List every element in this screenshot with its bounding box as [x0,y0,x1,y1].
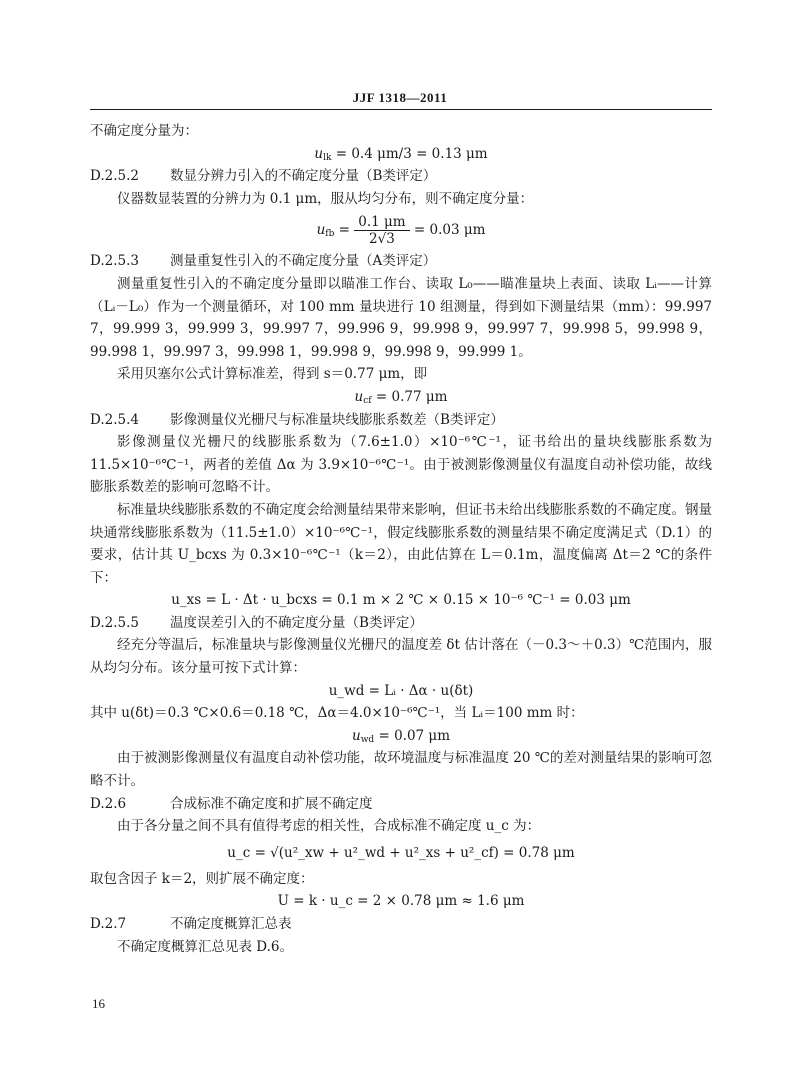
formula-u-wd-result: = 0.07 μm [374,727,450,744]
section-heading-d255 [90,612,712,635]
formula-u-cf-symbol: u [354,388,364,405]
paragraph-bessel: 采用贝塞尔公式计算标准差，得到 s＝0.77 μm，即 [117,366,428,383]
section-title: 影像测量仪光栅尺与标准量块线膨胀系数差（B类评定） [170,411,504,428]
paragraph-combined-b: 取包含因子 k＝2，则扩展不确定度： [90,870,314,887]
section-heading-d26 [90,793,712,816]
section-number: D.2.5.4 [90,411,139,428]
section-heading-d27 [90,913,712,936]
page-number: 16 [92,996,105,1011]
section-number: D.2.5.3 [90,253,139,270]
section-number: D.2.7 [90,916,127,932]
formula-u-lk-subscript: lk [323,152,332,163]
paragraph-repeatability: 测量重复性引入的不确定度分量即以瞄准工作台、读取 L₀——瞄准量块上表面、读取 Lᵢ——计算（Lᵢ－L₀）作为一个测量循环，对 100 mm 量块进行 10 组测量，得到如下测量结果（mm）：99.997 7，99.999 3，99.999 3，99.997 7，99.996 9，99.998 9，99.997 7，99.998 5，99.998 9，99.998 1，99.997 3，99.998 1，99.998 9，99.998 9，99.999 1。 [90,275,712,360]
formula-u-fb-value: = 0.03 μm [409,222,486,239]
section-heading-d253 [90,250,712,273]
fraction-numerator: 0.1 μm [354,214,409,231]
section-heading-d252 [90,165,712,188]
formula-u-cf-value: = 0.77 μm [371,388,448,405]
formula-u-lk-value: = 0.4 μm/3 = 0.13 μm [331,145,488,162]
paragraph-resolution: 仪器数显装置的分辨力为 0.1 μm，服从均匀分布，则不确定度分量： [117,190,534,207]
section-title: 温度误差引入的不确定度分量（B类评定） [170,614,423,631]
section-number: D.2.6 [90,795,127,812]
paragraph-combined-a: 由于各分量之间不具有值得考虑的相关性，合成标准不确定度 u_c 为： [117,818,541,835]
section-title: 测量重复性引入的不确定度分量（A类评定） [170,253,437,270]
section-number: D.2.5.2 [90,168,139,185]
formula-u-wd-subscript: wd [360,734,375,745]
formula-u-fb-symbol: u [316,222,326,239]
formula-u-wd-value [90,725,712,748]
intro-line: 不确定度分量为： [90,123,198,139]
page-content [90,120,712,958]
paragraph-temperature-b: 其中 u(δt)＝0.3 ℃×0.6＝0.18 ℃，Δα＝4.0×10⁻⁶℃⁻¹，当 Lᵢ＝100 mm 时： [90,705,584,722]
paragraph-temperature-c: 由于被测影像测量仪有温度自动补偿功能，故环境温度与标准温度 20 ℃的差对测量结果的影响可忽略不计。 [90,750,712,790]
header-rule [90,109,712,110]
formula-expanded-U: U = k · u_c = 2 × 0.78 μm ≈ 1.6 μm [277,893,525,910]
paragraph-summary: 不确定度概算汇总见表 D.6。 [117,938,294,955]
paragraph-expansion-b: 标准量块线膨胀系数的不确定度会给测量结果带来影响，但证书未给出线膨胀系数的不确定度。钢量块通常线膨胀系数为（11.5±1.0）×10⁻⁶℃⁻¹，假定线膨胀系数的测量结果不确定度满足式（D.1）的要求，估计其 U_bcxs 为 0.3×10⁻⁶℃⁻¹（k＝2），由此估算在 L＝0.1m，温度偏离 Δt＝2 ℃的条件下： [90,501,712,586]
section-number: D.2.5.5 [90,614,139,631]
formula-u-xs: u_xs = L · Δt · u_bcxs = 0.1 m × 2 ℃ × 0.15 × 10⁻⁶ ℃⁻¹ = 0.03 μm [171,592,631,609]
formula-fraction [354,214,409,247]
formula-u-lk [90,143,712,166]
section-title: 不确定度概算汇总表 [170,916,292,932]
fraction-denominator: 2√3 [369,231,395,248]
paragraph-expansion-a: 影像测量仪光栅尺的线膨胀系数为（7.6±1.0）×10⁻⁶℃⁻¹，证书给出的量块线膨胀系数为 11.5×10⁻⁶℃⁻¹，两者的差值 Δα 为 3.9×10⁻⁶℃⁻¹。由于被测影像测量仪有温度自动补偿功能，故线膨胀系数差的影响可忽略不计。 [90,434,712,496]
section-title: 合成标准不确定度和扩展不确定度 [170,795,373,812]
formula-u-fb: $u_{fb}$ = $\frac{0.1 \mu m}{2√3}$ = 0.03 μm [316,214,486,248]
section-title: 数显分辨力引入的不确定度分量（B类评定） [170,168,437,185]
formula-u-lk-symbol: u [314,145,324,162]
formula-u-wd-symbol: u [352,727,361,744]
running-header: JJF 1318—2011 [352,90,448,105]
formula-u-fb-subscript: fb [325,229,335,240]
formula-u-c: u_c = √(u²_xw + u²_wd + u²_xs + u²_cf) = 0.78 μm [227,844,575,861]
paragraph-temperature-a: 经充分等温后，标准量块与影像测量仪光栅尺的温度差 δt 估计落在（－0.3～＋0.3）℃范围内，服从均匀分布。该分量可按下式计算： [90,637,712,677]
formula-u-cf [90,386,712,409]
formula-u-cf-subscript: cf [363,395,372,406]
section-heading-d254 [90,409,712,432]
formula-u-wd: u_wd = Lᵢ · Δα · u(δt) [328,682,474,699]
